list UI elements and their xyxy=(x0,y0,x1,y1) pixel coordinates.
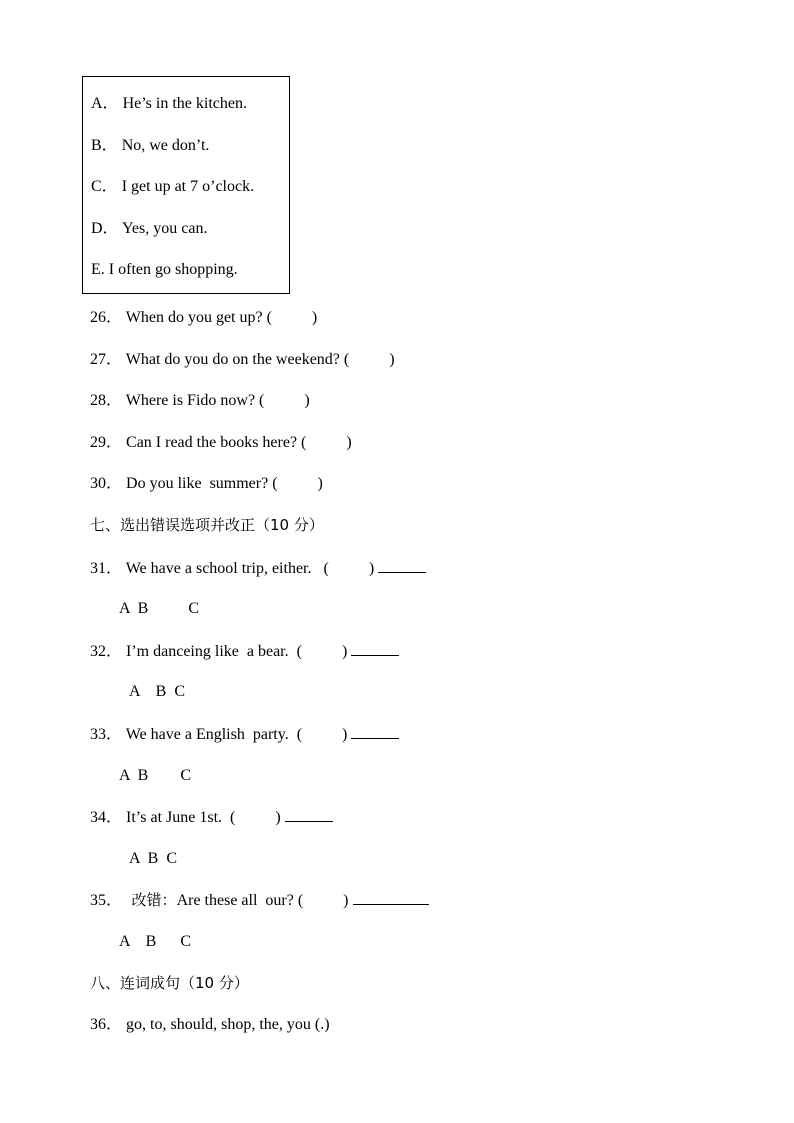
question-36: 36． go, to, should, shop, the, you (.) xyxy=(90,1016,330,1033)
question-32-letters: A B C xyxy=(129,683,186,700)
answer-blank[interactable] xyxy=(353,890,429,905)
answer-blank[interactable] xyxy=(351,724,399,739)
option-d: D． Yes, you can. xyxy=(91,220,208,237)
question-27: 27． What do you do on the weekend? ( ) xyxy=(90,351,395,368)
question-34: 34． It’s at June 1st. ( ) xyxy=(90,807,333,828)
option-a: A． He’s in the kitchen. xyxy=(91,95,247,112)
question-30: 30． Do you like summer? ( ) xyxy=(90,475,323,492)
section-8-title: 八、连词成句（10 分） xyxy=(90,974,249,992)
answer-blank[interactable] xyxy=(351,641,399,656)
option-c: C． I get up at 7 o’clock. xyxy=(91,178,255,195)
answer-options-box xyxy=(82,76,290,294)
question-35-letters: A B C xyxy=(119,933,192,950)
question-34-letters: A B C xyxy=(129,850,178,867)
question-29: 29． Can I read the books here? ( ) xyxy=(90,434,352,451)
question-35: 35． 改错：Are these all our? ( ) xyxy=(90,890,429,911)
answer-blank[interactable] xyxy=(378,558,426,573)
question-26: 26． When do you get up? ( ) xyxy=(90,309,318,326)
question-33: 33． We have a English party. ( ) xyxy=(90,724,399,745)
section-7-title: 七、选出错误选项并改正（10 分） xyxy=(90,516,324,534)
question-33-letters: A B C xyxy=(119,767,192,784)
question-31-letters: A B C xyxy=(119,600,200,617)
question-28: 28． Where is Fido now? ( ) xyxy=(90,392,310,409)
question-32: 32． I’m danceing like a bear. ( ) xyxy=(90,641,399,662)
answer-blank[interactable] xyxy=(285,807,333,822)
option-b: B． No, we don’t. xyxy=(91,137,210,154)
question-31: 31． We have a school trip, either. ( ) xyxy=(90,558,426,579)
option-e: E. I often go shopping. xyxy=(91,261,238,278)
